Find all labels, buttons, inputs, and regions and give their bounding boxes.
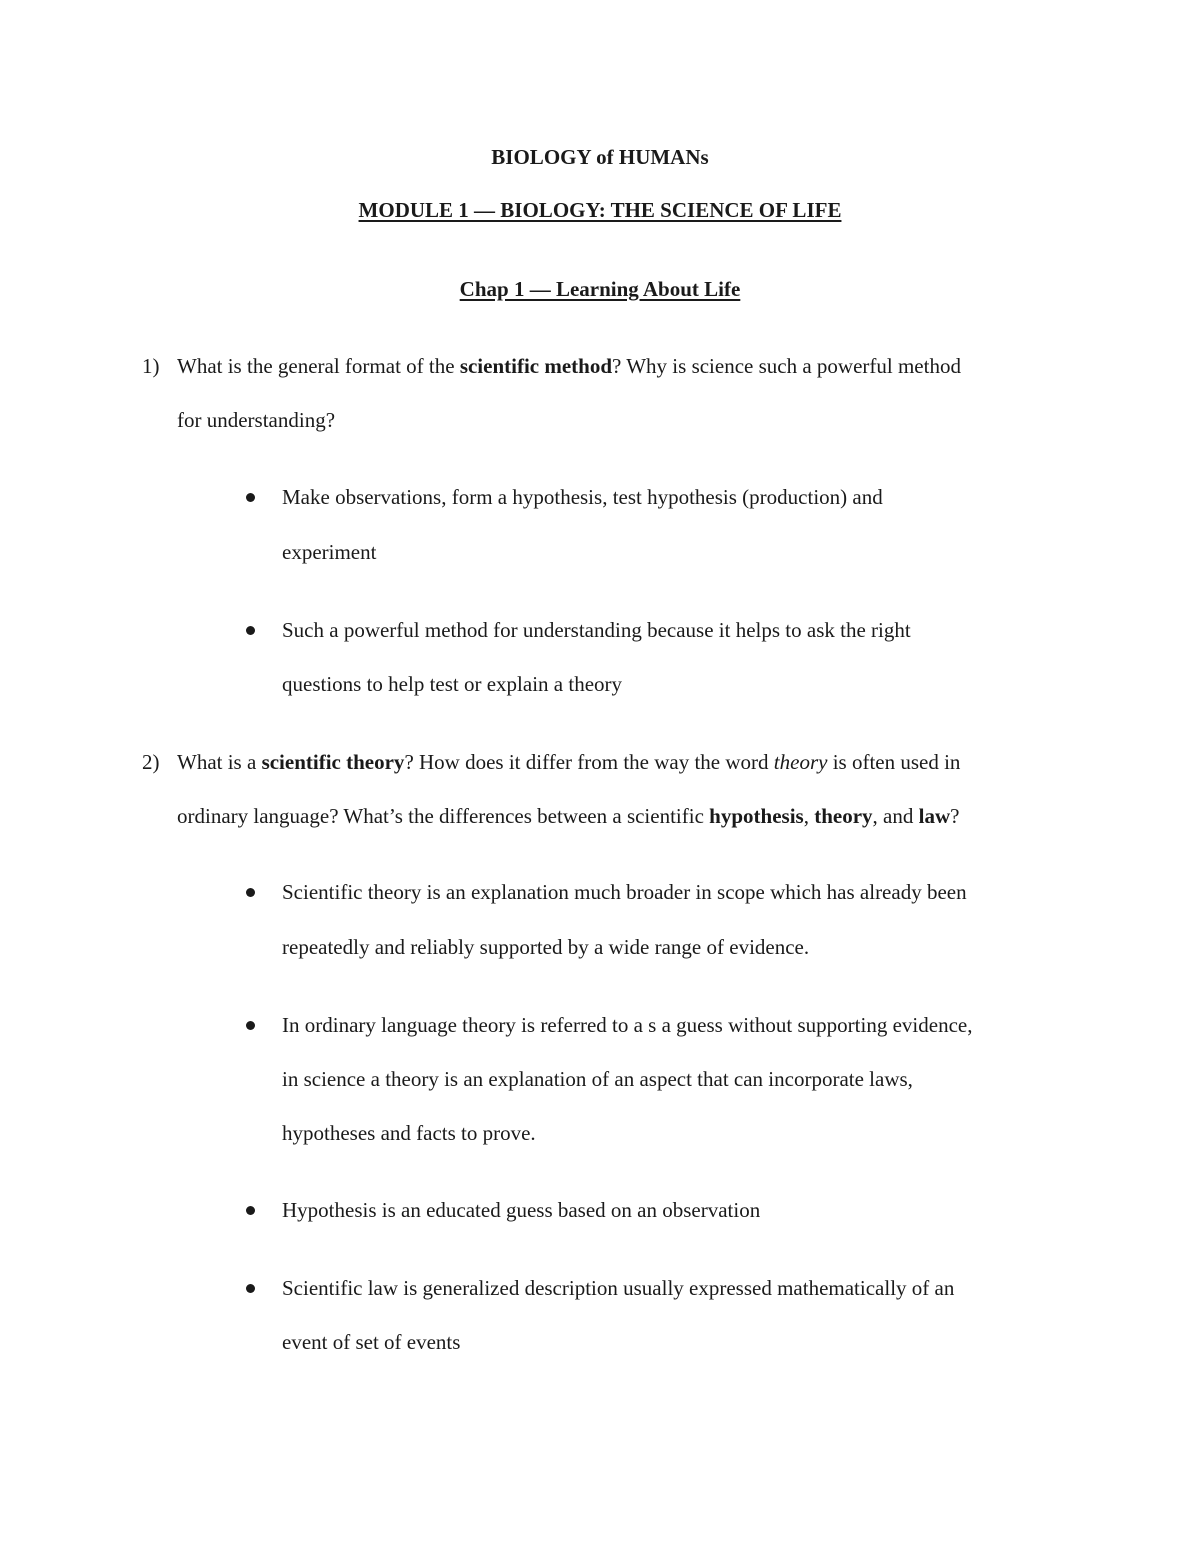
bullet-icon	[246, 626, 255, 635]
question-1-line-1	[177, 356, 961, 377]
answer-2-1-line-2: repeatedly and reliably supported by a wide range of evidence.	[282, 935, 810, 959]
term-scientific-theory: scientific theory	[261, 750, 405, 774]
term-scientific-method: scientific method	[459, 354, 613, 378]
answer-2-3-line-1: Hypothesis is an educated guess based on an observation	[282, 1198, 761, 1222]
answer-2-2-line-3: hypotheses and facts to prove.	[282, 1121, 536, 1145]
term-hypothesis: hypothesis	[709, 804, 804, 828]
question-2-text: ? How does it differ from the way the word	[404, 750, 774, 774]
question-1-text: What is the general format of the	[177, 354, 460, 378]
question-2-line-2	[177, 806, 959, 827]
answer-2-2-line-2: in science a theory is an explanation of an aspect that can incorporate laws,	[282, 1067, 913, 1091]
bullet-icon	[246, 1206, 255, 1215]
answer-1-2-line-2: questions to help test or explain a theory	[282, 672, 623, 696]
question-2-text: ,	[803, 804, 815, 828]
question-2-text: What is a	[177, 750, 262, 774]
question-2-text: ?	[950, 804, 960, 828]
question-2-text: ordinary language? What’s the differences between a scientific	[177, 804, 710, 828]
answer-1-1-line-2: experiment	[282, 540, 377, 564]
bullet-icon	[246, 1021, 255, 1030]
answer-2-4-line-2: event of set of events	[282, 1330, 461, 1354]
answer-2-4-line-1: Scientific law is generalized description usually expressed mathematically of an	[282, 1276, 955, 1300]
bullet-icon	[246, 1284, 255, 1293]
question-2-number: 2)	[142, 750, 160, 774]
answer-1-2-line-1: Such a powerful method for understanding because it helps to ask the right	[282, 618, 911, 642]
chapter-heading: Chap 1 — Learning About Life	[459, 277, 741, 301]
question-2-text: , and	[872, 804, 919, 828]
term-law: law	[918, 804, 951, 828]
question-1-text: ? Why is science such a powerful method	[612, 354, 961, 378]
question-1-line-2: for understanding?	[177, 408, 336, 432]
question-1-number: 1)	[142, 354, 160, 378]
term-theory-italic: theory	[773, 750, 828, 774]
bullet-icon	[246, 888, 255, 897]
answer-1-1-line-1: Make observations, form a hypothesis, test hypothesis (production) and	[282, 485, 883, 509]
bullet-icon	[246, 493, 255, 502]
module-heading: MODULE 1 — BIOLOGY: THE SCIENCE OF LIFE	[358, 198, 842, 222]
question-2-line-1	[177, 752, 960, 773]
document-title: BIOLOGY of HUMANs	[491, 145, 709, 169]
term-theory: theory	[814, 804, 873, 828]
answer-2-1-line-1: Scientific theory is an explanation much broader in scope which has already been	[282, 880, 967, 904]
question-2-text: is often used in	[827, 750, 961, 774]
answer-2-2-line-1: In ordinary language theory is referred to a s a guess without supporting evidence,	[282, 1013, 973, 1037]
